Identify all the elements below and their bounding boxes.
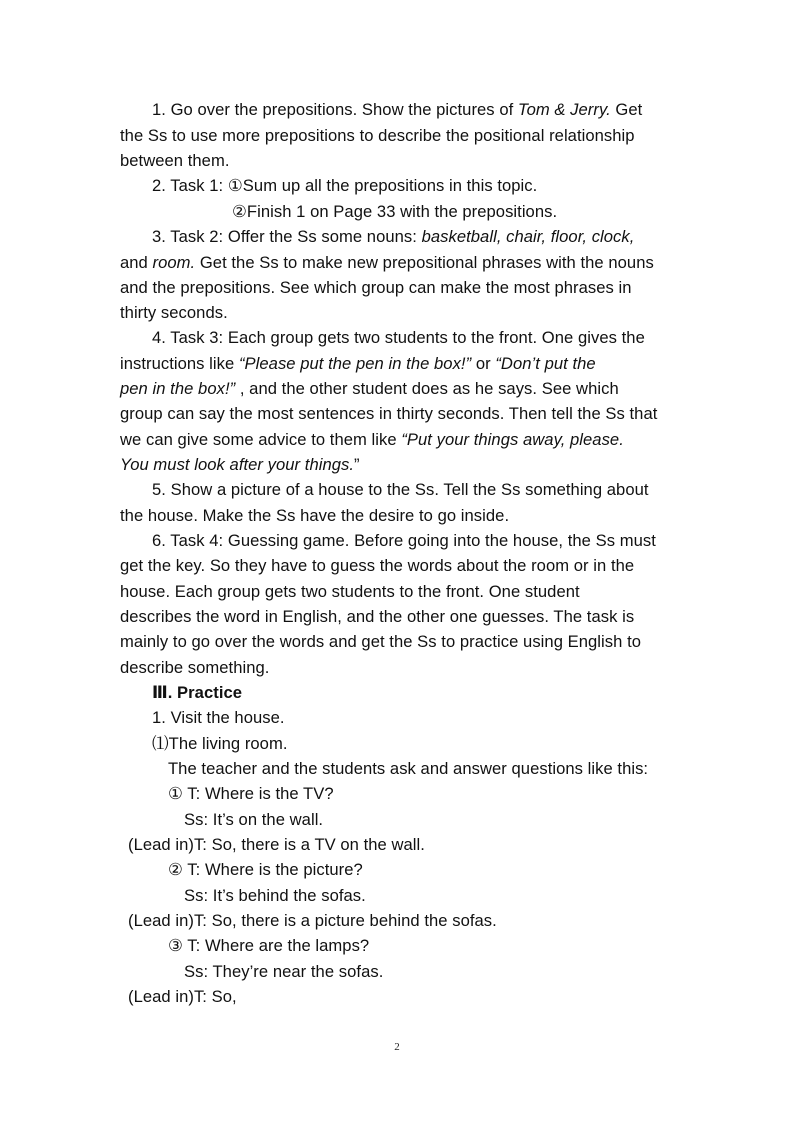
question-3-teacher: ③ T: Where are the lamps?	[168, 936, 370, 955]
question-1-lead-in: (Lead in)T: So, there is a TV on the wall.	[128, 835, 425, 854]
teacher-instruction-line: The teacher and the students ask and answer questions like this:	[168, 759, 649, 778]
text: and	[120, 253, 153, 272]
text: Get	[610, 100, 643, 119]
italic-text: “Please put the pen in the box!”	[238, 354, 472, 373]
paragraph-6-line-4: describes the word in English, and the other one guesses. The task is	[120, 607, 635, 626]
paragraph-3-line-3: and the prepositions. See which group can make the most phrases in	[120, 278, 632, 297]
paragraph-6-line-3: house. Each group gets two students to the front. One student	[120, 582, 580, 601]
paragraph-5-line-2: the house. Make the Ss have the desire to go inside.	[120, 506, 510, 525]
italic-text: Tom & Jerry.	[517, 100, 611, 119]
italic-text: room.	[152, 253, 196, 272]
paragraph-6-line-6: describe something.	[120, 658, 270, 677]
practice-heading: Ⅲ. Practice	[152, 683, 243, 702]
text: we can give some advice to them like	[120, 430, 402, 449]
text: ”	[354, 455, 360, 474]
question-3-students: Ss: They’re near the sofas.	[184, 962, 384, 981]
text: , and the other student does as he says. See which	[235, 379, 619, 398]
paragraph-6-line-2: get the key. So they have to guess the words about the room or in the	[120, 556, 635, 575]
paragraph-4-line-4: group can say the most sentences in thirty seconds. Then tell the Ss that	[120, 404, 658, 423]
italic-text: pen in the box!”	[120, 379, 236, 398]
paragraph-1-line-1	[152, 99, 642, 121]
text: instructions like	[120, 354, 239, 373]
paragraph-2-line-2: ②Finish 1 on Page 33 with the prepositions.	[232, 202, 558, 221]
italic-text: You must look after your things.	[120, 455, 355, 474]
paragraph-2-line-1: 2. Task 1: ①Sum up all the prepositions in this topic.	[152, 176, 538, 195]
question-3-lead-in: (Lead in)T: So,	[128, 987, 237, 1006]
question-1-teacher: ① T: Where is the TV?	[168, 784, 334, 803]
page-number: 2	[394, 1041, 400, 1053]
italic-text: “Don’t put the	[495, 354, 596, 373]
paragraph-3-line-2	[120, 252, 654, 274]
text: 3. Task 2: Offer the Ss some nouns:	[152, 227, 422, 246]
visit-house-line: 1. Visit the house.	[152, 708, 285, 727]
text: 1. Go over the prepositions. Show the pictures of	[152, 100, 518, 119]
question-2-lead-in: (Lead in)T: So, there is a picture behind the sofas.	[128, 911, 497, 930]
italic-text: basketball, chair, floor, clock,	[421, 227, 635, 246]
paragraph-1-line-2: the Ss to use more prepositions to describe the positional relationship	[120, 126, 635, 145]
paragraph-6-line-5: mainly to go over the words and get the Ss to practice using English to	[120, 632, 642, 651]
paragraph-3-line-4: thirty seconds.	[120, 303, 228, 322]
paragraph-5-line-1: 5. Show a picture of a house to the Ss. Tell the Ss something about	[152, 480, 649, 499]
text: or	[471, 354, 496, 373]
paragraph-4-line-2	[120, 353, 596, 375]
paragraph-4-line-5	[120, 429, 624, 451]
paragraph-4-line-1: 4. Task 3: Each group gets two students to the front. One gives the	[152, 328, 645, 347]
italic-text: “Put your things away, please.	[401, 430, 624, 449]
question-2-teacher: ② T: Where is the picture?	[168, 860, 363, 879]
paragraph-4-line-3	[120, 378, 619, 400]
paragraph-4-line-6	[120, 454, 360, 476]
paragraph-6-line-1: 6. Task 4: Guessing game. Before going into the house, the Ss must	[152, 531, 656, 550]
paragraph-3-line-1	[152, 226, 634, 248]
paragraph-1-line-3: between them.	[120, 151, 230, 170]
text: Get the Ss to make new prepositional phrases with the nouns	[195, 253, 654, 272]
question-1-students: Ss: It’s on the wall.	[184, 810, 324, 829]
question-2-students: Ss: It’s behind the sofas.	[184, 886, 366, 905]
living-room-line: ⑴The living room.	[152, 734, 288, 753]
